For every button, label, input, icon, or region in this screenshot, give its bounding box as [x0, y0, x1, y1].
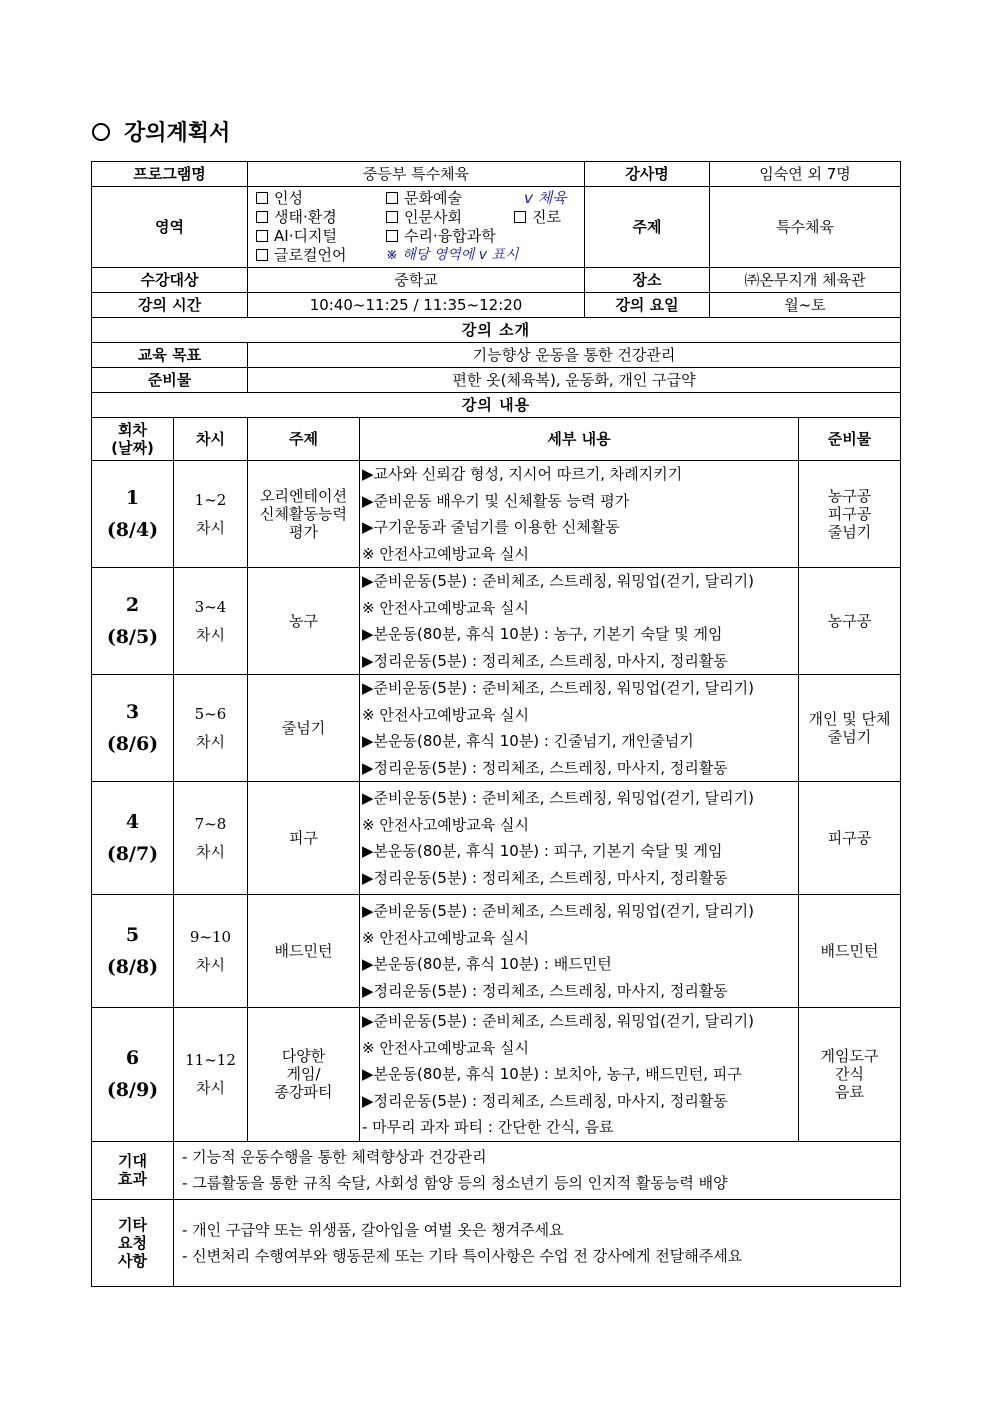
session-materials-cell: 배드민턴	[799, 895, 901, 1008]
session-number-cell: 2 (8/5)	[92, 568, 174, 675]
area-item-physical-education[interactable]: v 체육	[524, 189, 567, 207]
other-requests-text: - 개인 구급약 또는 위생품, 갈아입을 여벌 옷은 챙겨주세요 - 신변처리 수행여부와 행동문제 또는 기타 특이사항은 수업 전 강사에게 전달해주세요	[174, 1199, 901, 1286]
session-period-cell: 11~12 차시	[174, 1008, 248, 1142]
col-materials-header: 준비물	[799, 418, 901, 461]
expected-effects-text: - 기능적 운동수행을 통한 체력향상과 건강관리 - 그룹활동을 통한 규칙 숙달, 사회성 함양 등의 청소년기 등의 인지적 활동능력 배양	[174, 1141, 901, 1199]
session-details-cell: ▶준비운동(5분) : 준비체조, 스트레칭, 워밍업(걷기, 달리기) ※ 안전사고예방교육 실시 ▶본운동(80분, 휴식 10분) : 피구, 기본기 숙달 및 게임 ▶정리운동(5분) : 정리체조, 스트레칭, 마사지, 정리활동	[360, 782, 799, 895]
page-title	[92, 116, 230, 147]
checkbox-icon[interactable]	[256, 192, 268, 204]
goal-label: 교육 목표	[92, 343, 248, 368]
check-mark: v	[524, 189, 533, 207]
session-details-cell: ▶준비운동(5분) : 준비체조, 스트레칭, 워밍업(걷기, 달리기) ※ 안전사고예방교육 실시 ▶본운동(80분, 휴식 10분) : 긴줄넘기, 개인줄넘기 ▶정리운동(5분) : 정리체조, 스트레칭, 마사지, 정리활동	[360, 675, 799, 782]
session-period-cell: 9~10 차시	[174, 895, 248, 1008]
session-details-cell: ▶교사와 신뢰감 형성, 지시어 따르기, 차례지키기 ▶준비운동 배우기 및 신체활동 능력 평가 ▶구기운동과 줄넘기를 이용한 신체활동 ※ 안전사고예방교육 실시	[360, 461, 799, 568]
table-row	[92, 782, 901, 895]
expected-effects-label: 기대 효과	[92, 1141, 174, 1199]
circle-bullet-icon	[92, 123, 110, 141]
subject-value: 특수체육	[710, 187, 901, 268]
session-number-cell: 3 (8/6)	[92, 675, 174, 782]
session-topic-cell: 오리엔테이션 신체활동능력 평가	[248, 461, 360, 568]
col-session-header: 회차 (날짜)	[92, 418, 174, 461]
session-number-cell: 4 (8/7)	[92, 782, 174, 895]
session-number-cell: 1 (8/4)	[92, 461, 174, 568]
table-row	[92, 1008, 901, 1142]
other-requests-label: 기타 요청 사항	[92, 1199, 174, 1286]
session-materials-cell: 개인 및 단체 줄넘기	[799, 675, 901, 782]
target-value: 중학교	[248, 268, 585, 293]
session-period-cell: 3~4 차시	[174, 568, 248, 675]
place-label: 장소	[585, 268, 710, 293]
session-materials-cell: 농구공 피구공 줄넘기	[799, 461, 901, 568]
area-item-math-science[interactable]: 수리·융합과학	[386, 227, 584, 246]
col-details-header: 세부 내용	[360, 418, 799, 461]
area-item-glocal-language[interactable]: 글로컬언어	[256, 246, 386, 265]
session-period-cell: 5~6 차시	[174, 675, 248, 782]
instructor-value: 임숙연 외 7명	[710, 162, 901, 187]
page-title-text: 강의계획서	[124, 121, 231, 146]
session-number-cell: 5 (8/8)	[92, 895, 174, 1008]
checkbox-icon[interactable]	[256, 211, 268, 223]
checkbox-icon[interactable]	[256, 249, 268, 261]
session-materials-cell: 농구공	[799, 568, 901, 675]
program-label: 프로그램명	[92, 162, 248, 187]
lecture-plan-table	[91, 161, 901, 1287]
checkbox-icon[interactable]	[386, 211, 398, 223]
place-value: ㈜온무지개 체육관	[710, 268, 901, 293]
session-materials-cell: 피구공	[799, 782, 901, 895]
area-item-humanities[interactable]: 인문사회	[386, 208, 514, 227]
subject-label: 주제	[585, 187, 710, 268]
session-period-cell: 7~8 차시	[174, 782, 248, 895]
session-number-cell: 6 (8/9)	[92, 1008, 174, 1142]
prep-value: 편한 옷(체육복), 운동화, 개인 구급약	[248, 368, 901, 393]
time-value: 10:40~11:25 / 11:35~12:20	[248, 293, 585, 318]
area-item-career[interactable]: 진로	[514, 208, 584, 227]
session-materials-cell: 게임도구 간식 음료	[799, 1008, 901, 1142]
col-period-header: 차시	[174, 418, 248, 461]
session-topic-cell: 배드민턴	[248, 895, 360, 1008]
checkbox-icon[interactable]	[386, 192, 398, 204]
day-value: 월~토	[710, 293, 901, 318]
area-item-character[interactable]: 인성	[256, 189, 386, 208]
session-topic-cell: 농구	[248, 568, 360, 675]
area-note: ※ 해당 영역에 v 표시	[386, 247, 519, 263]
session-period-cell: 1~2 차시	[174, 461, 248, 568]
checkbox-icon[interactable]	[514, 211, 526, 223]
instructor-label: 강사명	[585, 162, 710, 187]
session-topic-cell: 피구	[248, 782, 360, 895]
day-label: 강의 요일	[585, 293, 710, 318]
table-row	[92, 895, 901, 1008]
content-heading: 강의 내용	[92, 393, 901, 418]
session-details-cell: ▶준비운동(5분) : 준비체조, 스트레칭, 워밍업(걷기, 달리기) ※ 안전사고예방교육 실시 ▶본운동(80분, 휴식 10분) : 농구, 기본기 숙달 및 게임 ▶정리운동(5분) : 정리체조, 스트레칭, 마사지, 정리활동	[360, 568, 799, 675]
area-checklist	[248, 187, 585, 268]
target-label: 수강대상	[92, 268, 248, 293]
time-label: 강의 시간	[92, 293, 248, 318]
area-item-ecology[interactable]: 생태·환경	[256, 208, 386, 227]
prep-label: 준비물	[92, 368, 248, 393]
program-value: 중등부 특수체육	[248, 162, 585, 187]
session-details-cell: ▶준비운동(5분) : 준비체조, 스트레칭, 워밍업(걷기, 달리기) ※ 안전사고예방교육 실시 ▶본운동(80분, 휴식 10분) : 배드민턴 ▶정리운동(5분) : 정리체조, 스트레칭, 마사지, 정리활동	[360, 895, 799, 1008]
area-item-ai-digital[interactable]: AI·디지털	[256, 227, 386, 246]
table-row	[92, 568, 901, 675]
col-topic-header: 주제	[248, 418, 360, 461]
goal-value: 기능향상 운동을 통한 건강관리	[248, 343, 901, 368]
session-details-cell: ▶준비운동(5분) : 준비체조, 스트레칭, 워밍업(걷기, 달리기) ※ 안전사고예방교육 실시 ▶본운동(80분, 휴식 10분) : 보치아, 농구, 배드민턴, 피구 ▶정리운동(5분) : 정리체조, 스트레칭, 마사지, 정리활동 - 마무리 과자 파티 : 간단한 간식, 음료	[360, 1008, 799, 1142]
checkbox-icon[interactable]	[256, 230, 268, 242]
checkbox-icon[interactable]	[386, 230, 398, 242]
area-label: 영역	[92, 187, 248, 268]
intro-heading: 강의 소개	[92, 318, 901, 343]
table-row	[92, 461, 901, 568]
table-row	[92, 675, 901, 782]
area-item-culture-arts[interactable]: 문화예술	[386, 189, 514, 208]
session-topic-cell: 다양한 게임/ 종강파티	[248, 1008, 360, 1142]
session-topic-cell: 줄넘기	[248, 675, 360, 782]
